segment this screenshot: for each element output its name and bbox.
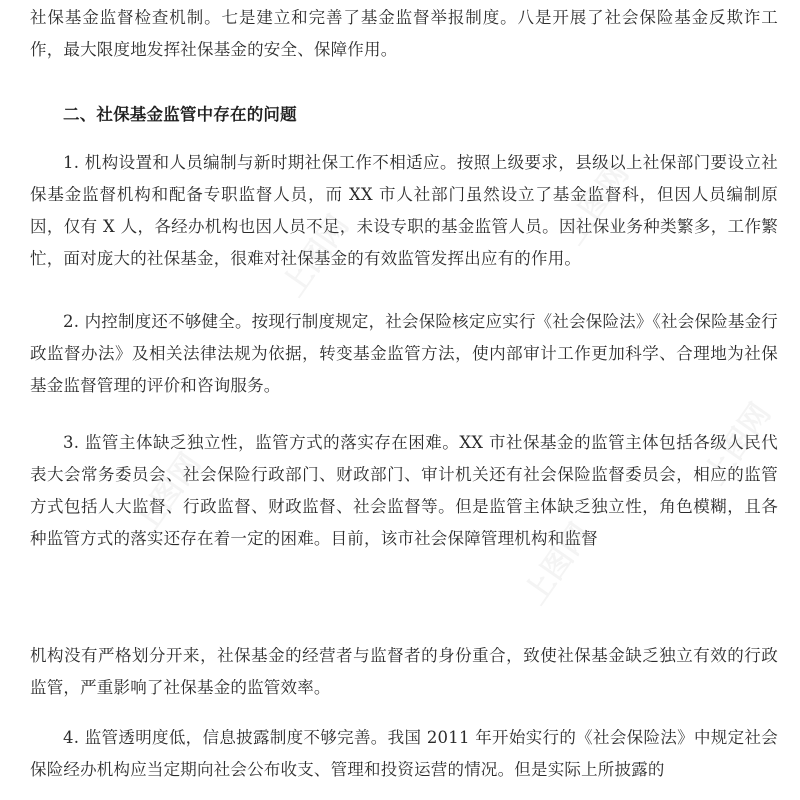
paragraph-2: 2. 内控制度还不够健全。按现行制度规定，社会保险核定应实行《社会保险法》《社会保险基金行政监督办法》及相关法律法规为依据，转变基金监管方法，使内部审计工作更加科学、合理地为社保基金监督管理的评价和咨询服务。	[30, 312, 778, 395]
watermark-logo: 上图网	[517, 517, 599, 611]
paragraph-3: 3. 监管主体缺乏独立性，监管方式的落实存在困难。XX 市社保基金的监管主体包括各级人民代表大会常务委员会、社会保险行政部门、财政部门、审计机关还有社会保险监督委员会，相应的监管方式包括人大监督、行政监督、财政监督、社会监督等。但是监管主体缺乏独立性，角色模糊，且各种监管方式的落实还存在着一定的困难。目前，该市社会保障管理机构和监督	[30, 433, 778, 548]
watermark-logo: 上图网	[697, 397, 779, 491]
paragraph-4: 4. 监管透明度低，信息披露制度不够完善。我国 2011 年开始实行的《社会保险法》中规定社会保险经办机构应当定期向社会公布收支、管理和投资运营的情况。但是实际上所披露的	[30, 728, 778, 779]
paragraph-top: 社保基金监督检查机制。七是建立和完善了基金监督举报制度。八是开展了社会保险基金反欺诈工作，最大限度地发挥社保基金的安全、保障作用。	[30, 8, 778, 59]
section-heading: 二、社保基金监管中存在的问题	[63, 105, 297, 124]
watermark-logo: 上图网	[555, 157, 637, 251]
paragraph-3-continued: 机构没有严格划分开来，社保基金的经营者与监督者的身份重合，致使社保基金缺乏独立有效的行政监管，严重影响了社保基金的监管效率。	[30, 646, 778, 697]
paragraph-1: 1. 机构设置和人员编制与新时期社保工作不相适应。按照上级要求，县级以上社保部门要设立社保基金监督机构和配备专职监督人员，而 XX 市人社部门虽然设立了基金监督科，但因人员编制原因，仅有 X 人，各经办机构也因人员不足，未设专职的基金监管人员。因社保业务种类繁多，工作繁忙，面对庞大的社保基金，很难对社保基金的有效监管发挥出应有的作用。	[30, 153, 778, 268]
watermark-logo: 上图网	[127, 447, 209, 541]
watermark-logo: 上图网	[275, 209, 357, 303]
